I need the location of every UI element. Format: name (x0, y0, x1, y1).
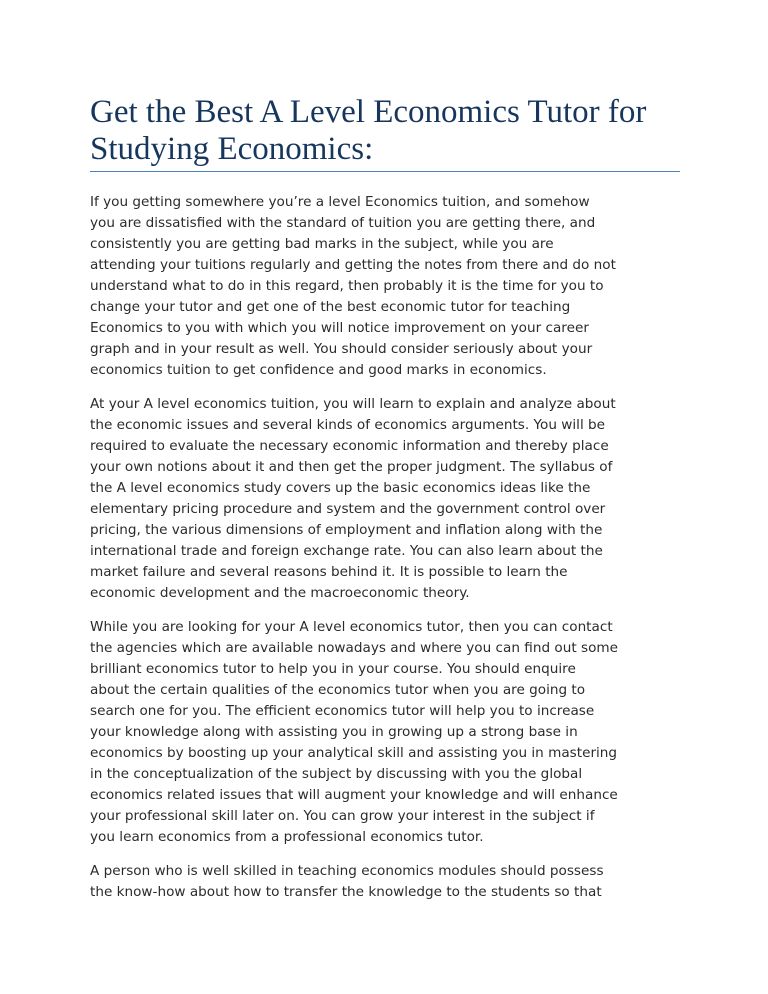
text-line: economics tuition to get confidence and good marks in economics. (90, 362, 547, 378)
text-line: A person who is well skilled in teaching economics modules should possess (90, 863, 604, 879)
text-line: you learn economics from a professional economics tutor. (90, 829, 484, 845)
text-line: If you getting somewhere you’re a level Economics tuition, and somehow (90, 194, 590, 210)
paragraph (90, 617, 618, 848)
text-line: elementary pricing procedure and system and the government control over (90, 501, 606, 517)
text-line: the know-how about how to transfer the knowledge to the students so that (90, 884, 602, 900)
text-line: economic development and the macroeconomic theory. (90, 585, 470, 601)
paragraph (90, 394, 618, 604)
text-line: the A level economics study covers up the basic economics ideas like the (90, 480, 591, 496)
title-line: Studying Economics: (90, 131, 374, 167)
document-body (90, 192, 618, 916)
text-line: your knowledge along with assisting you in growing up a strong base in (90, 724, 578, 740)
text-line: the economic issues and several kinds of economics arguments. You will be (90, 417, 606, 433)
title-divider (90, 171, 680, 172)
text-line: required to evaluate the necessary economic information and thereby place (90, 438, 609, 454)
text-line: in the conceptualization of the subject by discussing with you the global (90, 766, 583, 782)
text-line: pricing, the various dimensions of employment and inflation along with the (90, 522, 603, 538)
text-line: your own notions about it and then get the proper judgment. The syllabus of (90, 459, 613, 475)
text-line: Economics to you with which you will notice improvement on your career (90, 320, 589, 336)
text-line: At your A level economics tuition, you will learn to explain and analyze about (90, 396, 616, 412)
text-line: international trade and foreign exchange rate. You can also learn about the (90, 543, 603, 559)
text-line: you are dissatisfied with the standard of tuition you are getting there, and (90, 215, 596, 231)
text-line: understand what to do in this regard, then probably it is the time for you to (90, 278, 604, 294)
text-line: the agencies which are available nowadays and where you can find out some (90, 640, 618, 656)
text-line: search one for you. The efficient economics tutor will help you to increase (90, 703, 595, 719)
text-line: economics related issues that will augment your knowledge and will enhance (90, 787, 618, 803)
text-line: attending your tuitions regularly and getting the notes from there and do not (90, 257, 616, 273)
text-line: brilliant economics tutor to help you in your course. You should enquire (90, 661, 576, 677)
text-line: consistently you are getting bad marks in the subject, while you are (90, 236, 554, 252)
text-line: market failure and several reasons behind it. It is possible to learn the (90, 564, 568, 580)
text-line: change your tutor and get one of the best economic tutor for teaching (90, 299, 571, 315)
text-line: graph and in your result as well. You should consider seriously about your (90, 341, 593, 357)
text-line: your professional skill later on. You can grow your interest in the subject if (90, 808, 595, 824)
text-line: While you are looking for your A level economics tutor, then you can contact (90, 619, 613, 635)
title-line: Get the Best A Level Economics Tutor for (90, 94, 647, 130)
document-title (90, 94, 646, 168)
text-line: economics by boosting up your analytical skill and assisting you in mastering (90, 745, 618, 761)
paragraph (90, 861, 618, 903)
paragraph (90, 192, 618, 381)
text-line: about the certain qualities of the economics tutor when you are going to (90, 682, 586, 698)
